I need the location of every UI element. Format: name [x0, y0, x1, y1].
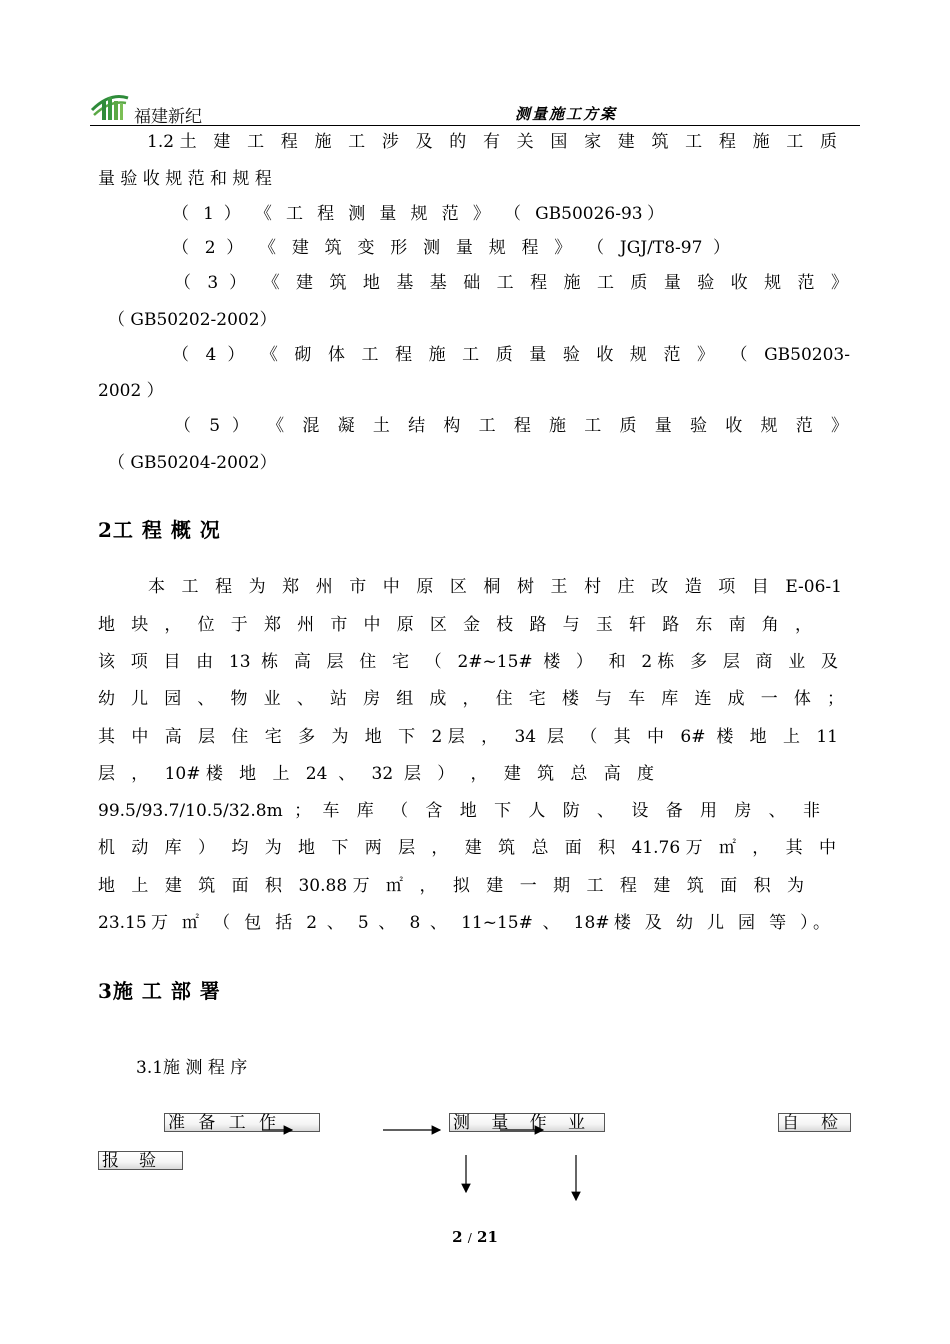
overview-line-9: 地 上 建 筑 面 积 30.88万 ㎡ ， 拟 建 一 期 工 程 建 筑 面 积 为 — [98, 876, 804, 896]
section-3-1-heading: 3.1施 测 程 序 — [136, 1058, 248, 1078]
overview-line-8: 机 动 库 ） 均 为 地 下 两 层 ， 建 筑 总 面 积 41.76万 ㎡ ， 其 中 — [98, 838, 836, 858]
overview-line-4: 幼 儿 园 、 物 业 、 站 房 组 成 ， 住 宅 楼 与 车 库 连 成 一 体 ； — [98, 689, 844, 709]
overview-line-7: 99.5/93.7/10.5/32.8m ； 车 库 （ 含 地 下 人 防 、 设 备 用 房 、 非 — [98, 801, 820, 821]
company-name: 福建新纪 — [134, 107, 202, 127]
section-1-2-heading-line2: 量 验 收 规 范 和 规 程 — [98, 169, 272, 189]
standard-item-4: （ 4 ） 《 砌 体 工 程 施 工 质 量 验 收 规 范 》 （ GB50203- — [172, 345, 850, 365]
standard-item-3: （ 3 ） 《 建 筑 地 基 基 础 工 程 施 工 质 量 验 收 规 范 》 — [174, 273, 848, 293]
overview-line-1: 本 工 程 为 郑 州 市 中 原 区 桐 树 王 村 庄 改 造 项 目 E-06-1 — [148, 577, 842, 597]
overview-line-10: 23.15万 ㎡ （ 包 括 2 、 5 、 8 、 11~15# 、 18#楼 及 幼 儿 园 等 ）。 — [98, 913, 830, 933]
section-1-2-heading-line1: 1.2土 建 工 程 施 工 涉 及 的 有 关 国 家 建 筑 工 程 施 工 质 — [147, 132, 837, 152]
overview-line-5: 其 中 高 层 住 宅 多 为 地 下 2层 ， 34 层 （ 其 中 6# 楼 地 上 11 — [98, 727, 838, 747]
overview-line-6: 层 ， 10#楼 地 上 24 、 32 层 ） ， 建 筑 总 高 度 — [98, 764, 654, 784]
page-separator: / — [467, 1231, 472, 1245]
overview-line-3: 该 项 目 由 13 栋 高 层 住 宅 （ 2#~15# 楼 ） 和 2栋 多 层 商 业 及 — [98, 652, 839, 672]
flow-box-preparation: 准 备 工 作 — [164, 1113, 320, 1132]
flow-box-self-check: 自 检 — [778, 1113, 851, 1132]
flow-box-measurement: 测 量 作 业 — [449, 1113, 605, 1132]
overview-line-2: 地 块 ， 位 于 郑 州 市 中 原 区 金 枝 路 与 玉 轩 路 东 南 角 ， — [98, 615, 812, 635]
section-3-heading: 3施 工 部 署 — [98, 979, 221, 1003]
standard-item-1: （ 1 ） 《 工 程 测 量 规 范 》 （ GB50026-93） — [172, 204, 664, 224]
standard-item-4-code: 2002 ） — [98, 381, 164, 401]
document-title: 测量施工方案 — [515, 105, 618, 123]
standard-item-2: （ 2 ） 《 建 筑 变 形 测 量 规 程 》 （ JGJ/T8-97 ） — [172, 238, 730, 258]
flow-box-report: 报 验 — [98, 1151, 183, 1170]
page-current: 2 — [452, 1228, 463, 1246]
standard-item-5-code: （ GB50204-2002） — [108, 453, 277, 473]
page-total: 21 — [477, 1228, 498, 1246]
standard-item-5: （ 5 ） 《 混 凝 土 结 构 工 程 施 工 质 量 验 收 规 范 》 — [174, 416, 848, 436]
page-number — [0, 1228, 950, 1246]
section-2-heading: 2工 程 概 况 — [98, 518, 221, 542]
standard-item-3-code: （ GB50202-2002） — [108, 310, 277, 330]
